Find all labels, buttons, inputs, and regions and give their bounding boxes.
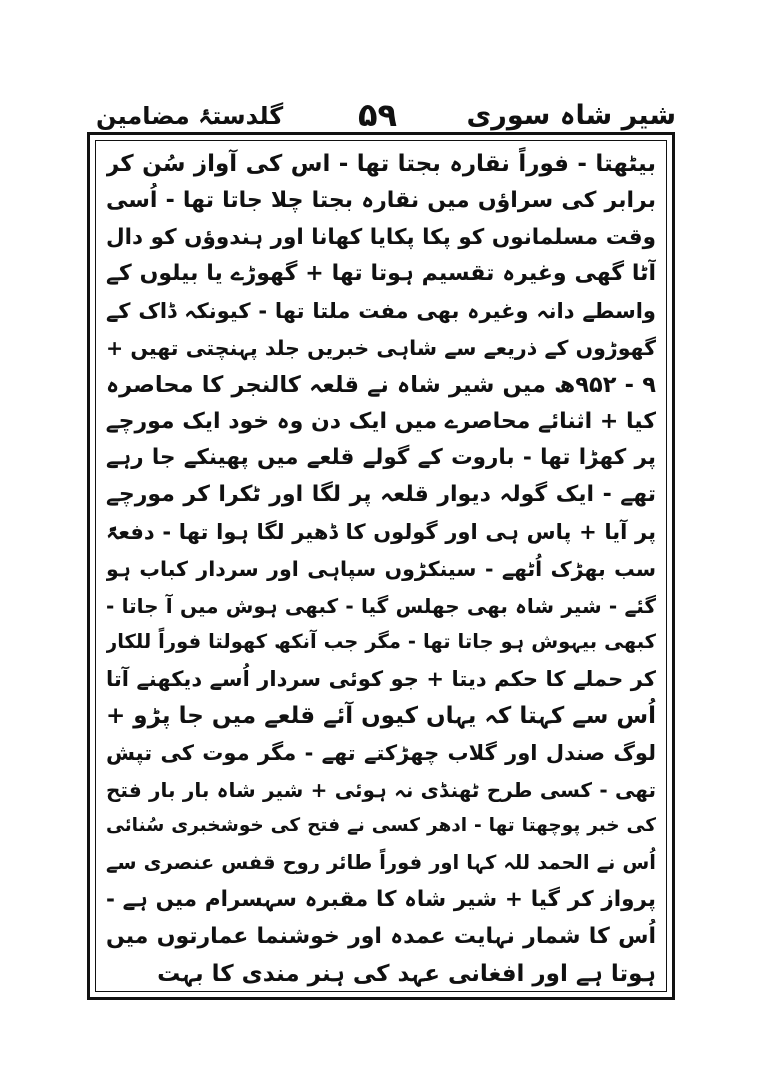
running-title: شیر شاہ سوری (466, 100, 676, 131)
text-line: لوگ صندل اور گلاب چھڑکتے تھے - مگر موت کی تپش (106, 740, 656, 765)
text-line: برابر کی سراؤں میں نقارہ بجتا چلا جاتا تھا - اُسی (106, 187, 656, 213)
text-line: وقت مسلمانوں کو پکا پکایا کھانا اور ہندوؤں کو دال (106, 224, 656, 250)
text-line: سب بھڑک اُٹھے - سینکڑوں سپاہی اور سردار کباب ہو (106, 556, 656, 581)
text-line: پر کھڑا تھا - باروت کے گولے قلعے میں پھینکے جا رہے (106, 445, 656, 471)
text-line: اُس سے کہتا کہ یہاں کیوں آئے قلعے میں جا پڑو + (106, 702, 656, 729)
text-line: آٹا گھی وغیرہ تقسیم ہوتا تھا + گھوڑے یا بیلوں کے (106, 261, 656, 287)
text-line: تھی - کسی طرح ٹھنڈی نہ ہوئی + شیر شاہ بار بار فتح (106, 777, 656, 802)
text-line: کیا + اثنائے محاصرے میں ایک دن وہ خود ایک مورچے (106, 408, 656, 434)
text-line: پرواز کر گیا + شیر شاہ کا مقبرہ سہسرام میں ہے - (106, 886, 656, 912)
text-line: اُس کا شمار نہایت عمدہ اور خوشنما عمارتوں میں (106, 923, 656, 949)
text-line: بیٹھتا - فوراً نقارہ بجتا تھا - اس کی آواز سُن کر (106, 151, 656, 177)
text-line: کر حملے کا حکم دیتا + جو کوئی سردار اُسے دیکھنے آتا (106, 667, 656, 692)
text-line: کبھی بیہوش ہو جاتا تھا - مگر جب آنکھ کھولتا فوراً للکار (106, 630, 656, 654)
text-line: ہوتا ہے اور افغانی عہد کی ہنر مندی کا بہت (157, 960, 656, 987)
text-line: واسطے دانہ وغیرہ بھی مفت ملتا تھا - کیونکہ ڈاک کے (106, 299, 656, 324)
text-line: پر آیا + پاس ہی اور گولوں کا ڈھیر لگا ہوا تھا - دفعۃً (106, 519, 656, 544)
text-line: گھوڑوں کے ذریعے سے شاہی خبریں جلد پہنچتی تھیں + (106, 335, 656, 360)
text-line: ۹ - ۹۵۲ھ میں شیر شاہ نے قلعہ کالنجر کا محاصرہ (106, 371, 656, 398)
text-line: کی خبر پوچھتا تھا - ادھر کسی نے فتح کی خوشخبری سُنائی (106, 815, 656, 837)
text-line: اُس نے الحمد للہ کہا اور فوراً طائر روح قفس عنصری سے (106, 851, 656, 875)
book-title: گلدستۂ مضامین (96, 102, 284, 130)
text-line: گئے - شیر شاہ بھی جھلس گیا - کبھی ہوش میں آ جاتا - (106, 593, 656, 618)
text-line: تھے - ایک گولہ دیوار قلعہ پر لگا اور ٹکرا کر مورچے (106, 482, 656, 508)
page-number: ۵۹ (358, 96, 398, 134)
body-text (106, 146, 656, 992)
